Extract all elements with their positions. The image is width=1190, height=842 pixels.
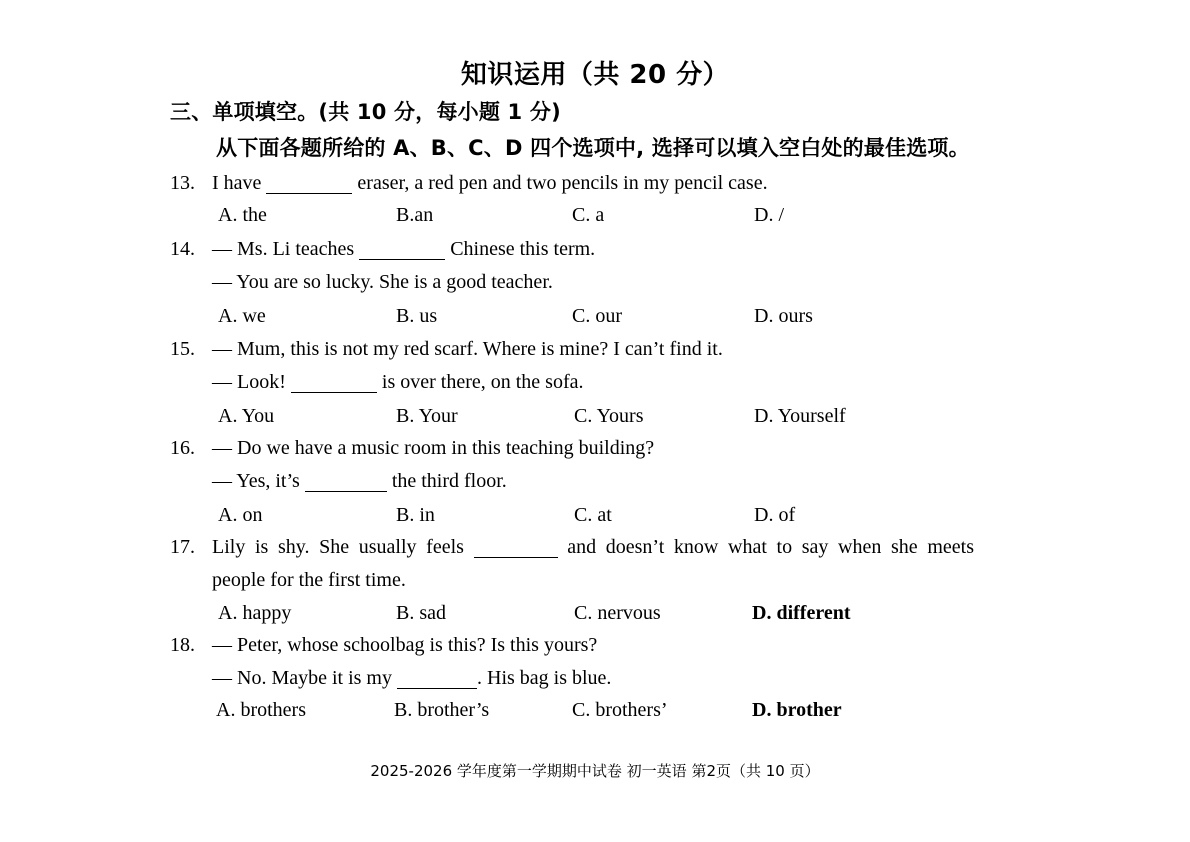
question-stem-line-1: — Mum, this is not my red scarf. Where is mine? I can’t find it. bbox=[212, 338, 723, 360]
page-footer: 2025-2026 学年度第一学期期中试卷 初一英语 第2页（共 10 页） bbox=[370, 762, 820, 780]
stem-text-before-blank: — Ms. Li teaches bbox=[212, 238, 360, 260]
option-b[interactable]: B. sad bbox=[396, 602, 446, 624]
answer-blank[interactable] bbox=[266, 170, 352, 194]
section-instruction: 从下面各题所给的 A、B、C、D 四个选项中, 选择可以填入空白处的最佳选项。 bbox=[216, 136, 970, 160]
option-b[interactable]: B. in bbox=[396, 504, 435, 526]
stem-text-after-blank: the third floor. bbox=[386, 470, 507, 492]
answer-blank[interactable] bbox=[359, 236, 445, 260]
question-stem-line-2 bbox=[212, 371, 584, 395]
page-title: 知识运用（共 20 分） bbox=[460, 60, 730, 90]
option-d[interactable]: D. / bbox=[754, 204, 784, 226]
question-stem-line-1 bbox=[212, 536, 974, 560]
question-number: 17. bbox=[170, 536, 195, 558]
question-stem-line-1: — Peter, whose schoolbag is this? Is this yours? bbox=[212, 634, 598, 656]
stem-text-before-blank: Lily is shy. She usually feels bbox=[212, 536, 474, 558]
question-stem-line-1 bbox=[212, 238, 595, 262]
stem-text-before-blank: I have bbox=[212, 172, 267, 194]
options-row-18 bbox=[0, 699, 1190, 725]
options-row-16 bbox=[0, 504, 1190, 530]
options-row-14 bbox=[0, 305, 1190, 331]
question-stem-line-2: — You are so lucky. She is a good teacher. bbox=[212, 271, 553, 293]
option-b[interactable]: B.an bbox=[396, 204, 434, 226]
stem-text-after-blank: eraser, a red pen and two pencils in my pencil case. bbox=[352, 172, 768, 194]
question-stem bbox=[212, 172, 768, 196]
question-number: 18. bbox=[170, 634, 195, 656]
option-a[interactable]: A. the bbox=[218, 204, 267, 226]
question-stem-line-2: people for the first time. bbox=[212, 569, 406, 591]
option-c[interactable]: C. a bbox=[572, 204, 605, 226]
question-stem-line-1: — Do we have a music room in this teaching building? bbox=[212, 437, 655, 459]
option-c[interactable]: C. Yours bbox=[574, 405, 644, 427]
question-number: 14. bbox=[170, 238, 195, 260]
option-b[interactable]: B. us bbox=[396, 305, 438, 327]
stem-text-before-blank: — Yes, it’s bbox=[212, 470, 305, 492]
option-d[interactable]: D. different bbox=[752, 602, 851, 624]
option-d[interactable]: D. Yourself bbox=[754, 405, 846, 427]
option-c[interactable]: C. our bbox=[572, 305, 622, 327]
question-number: 16. bbox=[170, 437, 195, 459]
question-stem-line-2 bbox=[212, 667, 611, 691]
stem-text-after-blank: Chinese this term. bbox=[445, 238, 596, 260]
answer-blank[interactable] bbox=[291, 369, 377, 393]
option-b[interactable]: B. brother’s bbox=[394, 699, 490, 721]
question-number: 15. bbox=[170, 338, 195, 360]
option-a[interactable]: A. You bbox=[218, 405, 275, 427]
option-d[interactable]: D. brother bbox=[752, 699, 842, 721]
stem-text-after-blank: and doesn’t know what to say when she meets bbox=[557, 536, 974, 558]
option-d[interactable]: D. of bbox=[754, 504, 796, 526]
stem-text-before-blank: — No. Maybe it is my bbox=[212, 667, 397, 689]
options-row-13 bbox=[0, 204, 1190, 230]
option-b[interactable]: B. Your bbox=[396, 405, 458, 427]
answer-blank[interactable] bbox=[305, 468, 387, 492]
options-row-17 bbox=[0, 602, 1190, 628]
option-a[interactable]: A. we bbox=[218, 305, 266, 327]
stem-text-before-blank: — Look! bbox=[212, 371, 291, 393]
stem-text-after-blank: . His bag is blue. bbox=[477, 667, 612, 689]
stem-text-after-blank: is over there, on the sofa. bbox=[376, 371, 584, 393]
option-a[interactable]: A. happy bbox=[218, 602, 292, 624]
option-c[interactable]: C. at bbox=[574, 504, 612, 526]
option-c[interactable]: C. nervous bbox=[574, 602, 661, 624]
question-number: 13. bbox=[170, 172, 195, 194]
section-heading: 三、单项填空。(共 10 分，每小题 1 分) bbox=[170, 100, 561, 124]
option-c[interactable]: C. brothers’ bbox=[572, 699, 668, 721]
option-a[interactable]: A. on bbox=[218, 504, 263, 526]
option-d[interactable]: D. ours bbox=[754, 305, 813, 327]
option-a[interactable]: A. brothers bbox=[216, 699, 306, 721]
question-stem-line-2 bbox=[212, 470, 507, 494]
options-row-15 bbox=[0, 405, 1190, 431]
answer-blank[interactable] bbox=[397, 665, 477, 689]
answer-blank[interactable] bbox=[474, 534, 558, 558]
